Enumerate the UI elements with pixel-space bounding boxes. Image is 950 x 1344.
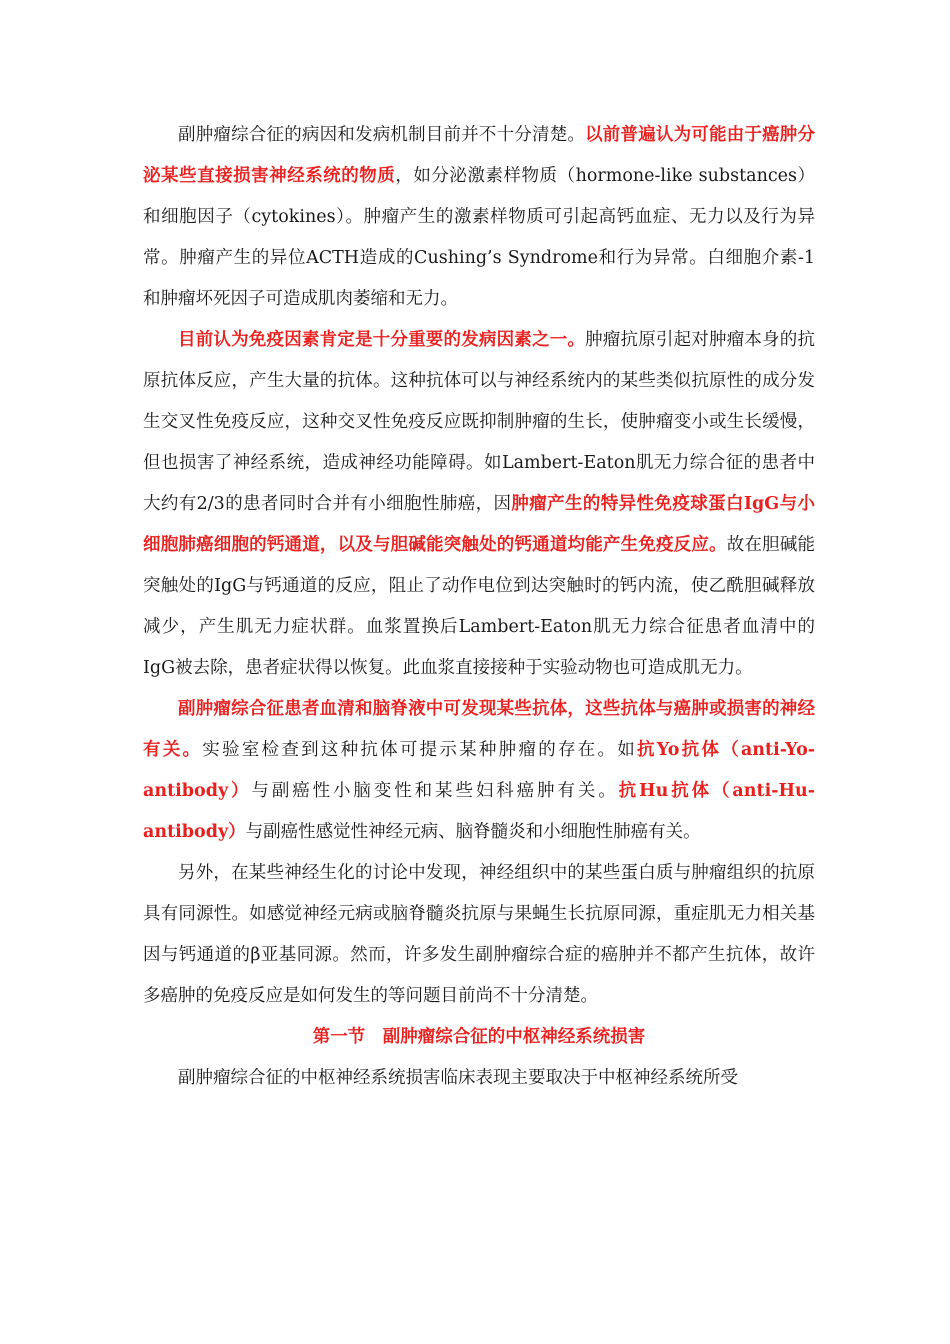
paragraph-antibodies	[143, 689, 815, 853]
paragraph-etiology	[143, 115, 815, 320]
document-body	[143, 115, 815, 1099]
highlighted-text: 抗Yo抗体（anti-Yo-antibody）	[143, 740, 816, 801]
highlighted-text: 肿瘤产生的特异性免疫球蛋白IgG与小细胞肺癌细胞的钙通道，以及与胆碱能突触处的钙通道均能产生免疫反应。	[143, 494, 815, 555]
text-segment: 另外，在某些神经生化的讨论中发现，神经组织中的某些蛋白质与肿瘤组织的抗原具有同源性。如感觉神经元病或脑脊髓炎抗原与果蝇生长抗原同源，重症肌无力相关基因与钙通道的β亚基同源。然而，许多发生副肿瘤综合症的癌肿并不都产生抗体，故许多癌肿的免疫反应是如何发生的等问题目前尚不十分清楚。	[143, 863, 815, 1006]
text-segment: 与副癌性感觉性神经元病、脑脊髓炎和小细胞性肺癌有关。	[245, 822, 701, 842]
paragraph-homology	[143, 853, 815, 1017]
section-heading: 第一节 副肿瘤综合征的中枢神经系统损害	[312, 1027, 646, 1047]
text-segment: 与副癌性小脑变性和某些妇科癌肿有关。	[251, 781, 619, 801]
highlighted-text: 目前认为免疫因素肯定是十分重要的发病因素之一。	[178, 330, 586, 350]
text-segment: 实验室检查到这种抗体可提示某种肿瘤的存在。如	[202, 740, 638, 760]
highlighted-text: 以前普遍认为可能由于癌肿分泌某些直接损害神经系统的物质	[143, 125, 816, 186]
paragraph-immune-factors	[143, 320, 815, 689]
text-segment: 故在胆碱能突触处的IgG与钙通道的反应，阻止了动作电位到达突触时的钙内流，使乙酰胆碱释放减少，产生肌无力症状群。血浆置换后Lambert-Eaton肌无力综合征患者血清中的IgG被去除，患者症状得以恢复。此血浆直接接种于实验动物也可造成肌无力。	[143, 535, 816, 678]
highlighted-text: 抗Hu抗体（anti-Hu-antibody）	[143, 781, 816, 842]
text-segment: ，如分泌激素样物质（hormone-like substances）和细胞因子（cytokines）。肿瘤产生的激素样物质可引起高钙血症、无力以及行为异常。肿瘤产生的异位ACTH造成的Cushing’s Syndrome和行为异常。白细胞介素-1和肿瘤坏死因子可造成肌肉萎缩和无力。	[143, 166, 816, 309]
text-segment: 副肿瘤综合征的病因和发病机制目前并不十分清楚。	[178, 125, 586, 145]
text-segment: 肿瘤抗原引起对肿瘤本身的抗原抗体反应，产生大量的抗体。这种抗体可以与神经系统内的某些类似抗原性的成分发生交叉性免疫反应，这种交叉性免疫反应既抑制肿瘤的生长，使肿瘤变小或生长缓慢，但也损害了神经系统，造成神经功能障碍。如Lambert-Eaton肌无力综合征的患者中大约有2/3的患者同时合并有小细胞性肺癌，因	[143, 330, 816, 514]
paragraph-cns-intro: 副肿瘤综合征的中枢神经系统损害临床表现主要取决于中枢神经系统所受	[178, 1068, 738, 1088]
highlighted-text: 副肿瘤综合征患者血清和脑脊液中可发现某些抗体，这些抗体与癌肿或损害的神经有关。	[143, 699, 815, 760]
